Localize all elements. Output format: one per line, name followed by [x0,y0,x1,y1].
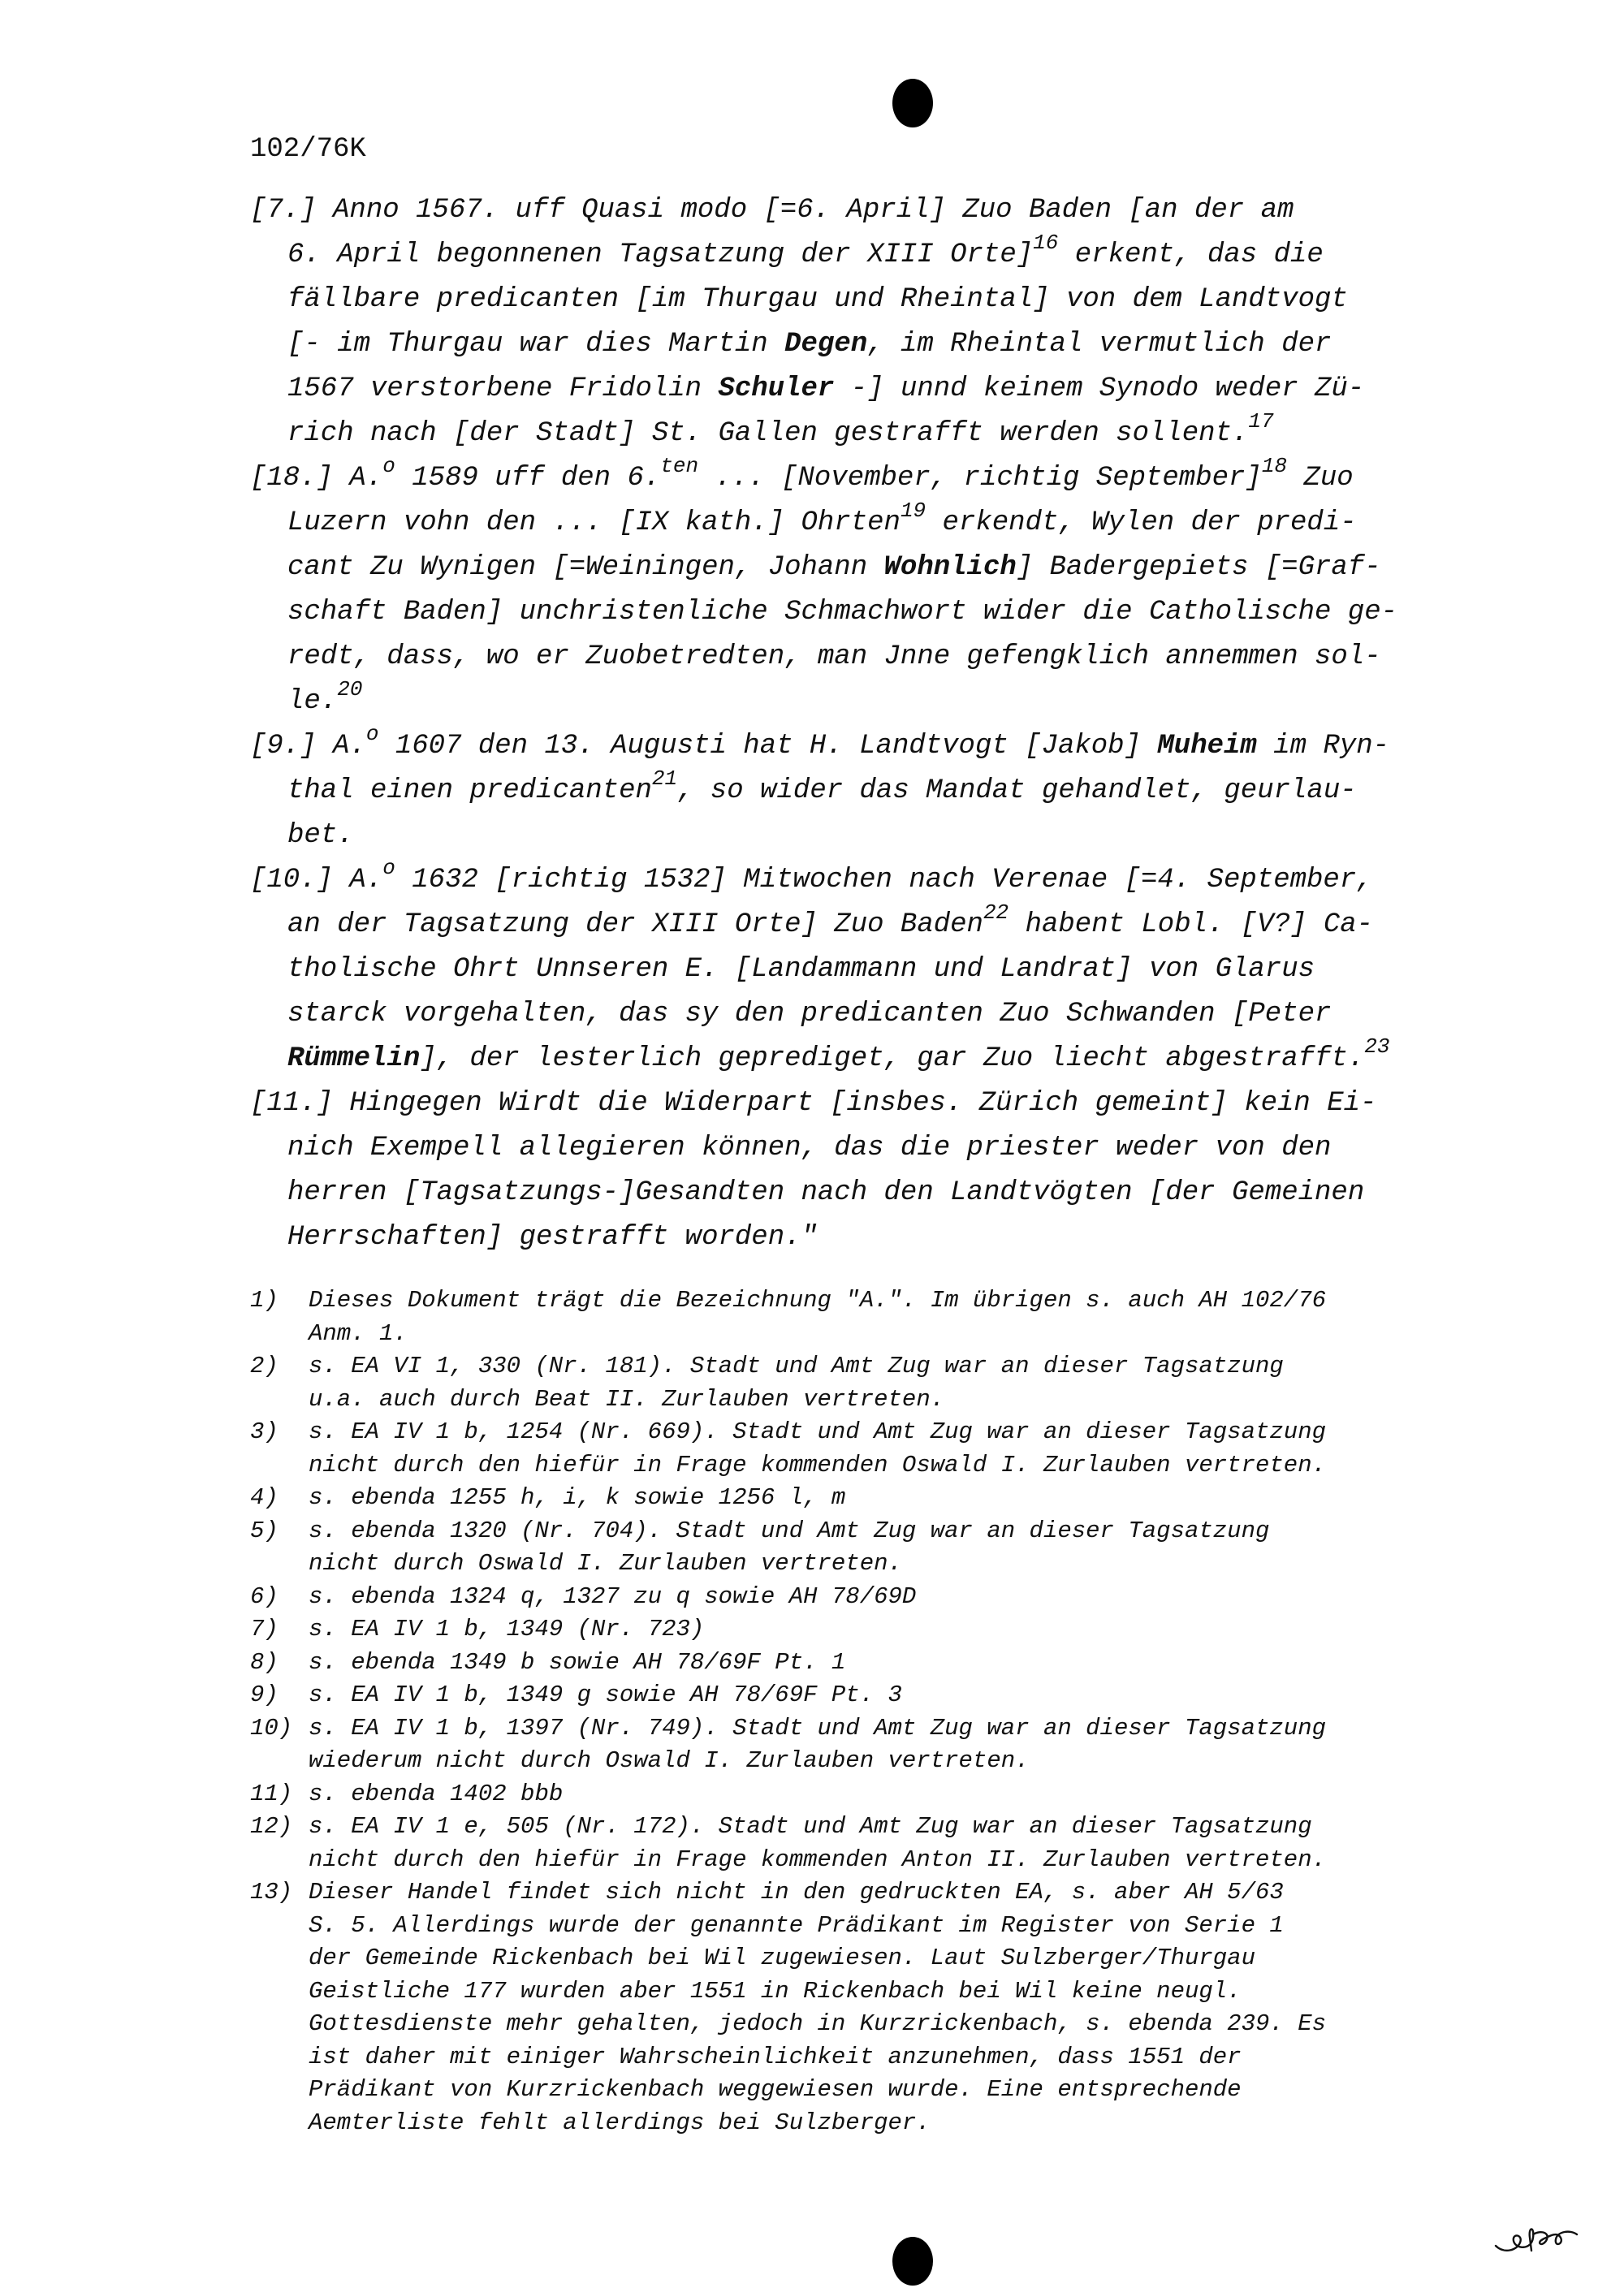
text-line: an der Tagsatzung der XIII Orte] Zuo Baden$^{22}$ habent Lobl. [V?] Ca- [287,900,1374,940]
footnote-line: s. ebenda 1402 bbb [309,1780,564,1807]
footnote-line: s. EA IV 1 b, 1349 (Nr. 723) [309,1616,705,1643]
text-line: redt, dass, wo er Zuobetredten, man Jnne gefengklich annemmen sol- [287,641,1381,672]
footnote-line: s. ebenda 1324 q, 1327 zu q sowie AH 78/69D [309,1582,917,1610]
text-line: fällbare predicanten [im Thurgau und Rheintal] von dem Landtvogt [287,284,1348,315]
footnote-number: 5) [250,1517,279,1544]
text-line: bet. [287,820,354,851]
footnote-line: Dieses Dokument trägt die Bezeichnung "A.". Im übrigen s. auch AH 102/76 [309,1287,1327,1314]
footnote [250,1679,1517,1712]
text-line: Rümmelin], der lesterlich geprediget, gar Zuo liecht abgestrafft.$^{23}$ [287,1034,1390,1074]
text-line: [11.] Hingegen Wirdt die Widerpart [insbes. Zürich gemeint] kein Ei- [250,1088,1377,1119]
text-line: le.$^{20}$ [287,677,363,717]
text-line: thal einen predicanten$^{21}$, so wider das Mandat gehandlet, geurlau- [287,766,1357,806]
footnote [250,1284,1517,1350]
footnote-number: 7) [250,1616,279,1643]
footnote-text [309,1679,1517,1712]
footnote-text [309,1284,1517,1350]
footnote-line: s. EA IV 1 b, 1349 g sowie AH 78/69F Pt. 3 [309,1681,902,1708]
footnote-line: u.a. auch durch Beat II. Zurlauben vertreten. [309,1385,945,1413]
main-text [250,188,1484,1260]
footnote-line: s. EA IV 1 b, 1254 (Nr. 669). Stadt und Amt Zug war an dieser Tagsatzung [309,1418,1327,1445]
footnote-text [309,1416,1517,1482]
footnote-text [309,1613,1517,1647]
text-line: Luzern vohn den ... [IX kath.] Ohrten$^{19}$ erkendt, Wylen der predi- [287,499,1357,538]
footnote-line: Geistliche 177 wurden aber 1551 in Rickenbach bei Wil keine neugl. [309,1977,1242,2005]
footnote-text [309,1482,1517,1515]
footnote [250,1581,1517,1614]
footnote-ref: 23 [1364,1034,1390,1059]
footnote-line: nicht durch den hiefür in Frage kommenden Anton II. Zurlauben vertreten. [309,1846,1327,1873]
footnote-number: 6) [250,1582,279,1610]
footnote-line: s. ebenda 1255 h, i, k sowie 1256 l, m [309,1484,846,1511]
footnote-number: 9) [250,1681,279,1708]
text-line: rich nach [der Stadt] St. Gallen gestrafft werden sollent.$^{17}$ [287,409,1274,449]
footnote-number: 8) [250,1648,279,1676]
person-name: Schuler [718,373,835,404]
text-line: starck vorgehalten, das sy den predicanten Zuo Schwanden [Peter [287,999,1332,1030]
text-line: nich Exempell allegieren können, das die priester weder von den [287,1133,1332,1163]
person-name: Rümmelin [287,1043,421,1074]
footnote-line: S. 5. Allerdings wurde der genannte Prädikant im Register von Serie 1 [309,1911,1284,1939]
footnote-number: 3) [250,1418,279,1445]
footnote-number: 11) [250,1780,293,1807]
footnote-number: 12) [250,1813,293,1840]
text-line: [9.] A.$^o$ 1607 den 13. Augusti hat H. Landtvogt [Jakob] Muheim im Ryn- [250,722,1390,762]
footnote-line: Dieser Handel findet sich nicht in den gedruckten EA, s. aber AH 5/63 [309,1879,1284,1906]
footnote-number: 13) [250,1879,293,1906]
punch-hole-top [892,79,933,127]
paragraph-18 [250,456,1484,724]
text-line: 6. April begonnenen Tagsatzung der XIII Orte]$^{16}$ erkent, das die [287,231,1324,270]
footnote-line: der Gemeinde Rickenbach bei Wil zugewiesen. Laut Sulzberger/Thurgau [309,1945,1255,1971]
footnote-text [309,1515,1517,1581]
text-line: [18.] A.$^o$ 1589 uff den 6.$^{ten}$ ... [November, richtig September]$^{18}$ Zuo [250,454,1354,494]
text-line: schaft Baden] unchristenliche Schmachwort wider die Catholische ge- [287,597,1398,628]
footnote-number: 1) [250,1287,279,1314]
text-line: [7.] Anno 1567. uff Quasi modo [=6. April] Zuo Baden [an der am [250,195,1294,226]
footnote-number: 4) [250,1484,279,1511]
footnote-line: s. ebenda 1349 b sowie AH 78/69F Pt. 1 [309,1648,846,1676]
footnote [250,1350,1517,1416]
footnote-line: s. EA IV 1 b, 1397 (Nr. 749). Stadt und Amt Zug war an dieser Tagsatzung [309,1714,1327,1742]
footnote [250,1515,1517,1581]
footnote-line: Prädikant von Kurzrickenbach weggewiesen wurde. Eine entsprechende [309,2076,1242,2103]
punch-hole-bottom [892,2237,933,2286]
person-name: Muheim [1157,731,1257,762]
footnote-ref: 17 [1248,409,1274,434]
footnote-ref: 22 [983,900,1009,925]
footnote [250,1613,1517,1647]
footnote-ref: 18 [1261,454,1288,478]
footnote-text [309,1876,1517,2139]
footnote-number: 10) [250,1714,293,1742]
footnote-line: Anm. 1. [309,1319,408,1347]
footnote-text [309,1350,1517,1416]
footnote-line: nicht durch Oswald I. Zurlauben vertreten. [309,1550,902,1577]
footnote-line: s. ebenda 1320 (Nr. 704). Stadt und Amt Zug war an dieser Tagsatzung [309,1517,1270,1544]
footnote [250,1811,1517,1876]
person-name: Wohnlich [883,552,1017,583]
text-line: Herrschaften] gestrafft worden." [287,1222,818,1253]
footnote [250,1876,1517,2139]
paragraph-11 [250,1081,1484,1260]
paragraph-10 [250,858,1484,1081]
footnote-text [309,1712,1517,1778]
footnote-line: s. EA VI 1, 330 (Nr. 181). Stadt und Amt Zug war an dieser Tagsatzung [309,1353,1284,1379]
paragraph-9 [250,724,1484,858]
footnote [250,1416,1517,1482]
footnote-text [309,1581,1517,1614]
footnote-ref: 21 [651,766,678,791]
footnote-text [309,1811,1517,1876]
footnote [250,1647,1517,1680]
footnote-line: nicht durch den hiefür in Frage kommenden Oswald I. Zurlauben vertreten. [309,1451,1327,1479]
text-line: tholische Ohrt Unnseren E. [Landammann und Landrat] von Glarus [287,954,1315,985]
handwritten-initials [1492,2218,1582,2259]
text-line: 1567 verstorbene Fridolin Schuler -] unnd keinem Synodo weder Zü- [287,373,1365,404]
person-name: Degen [784,329,868,360]
footnote-line: Aemterliste fehlt allerdings bei Sulzberger. [309,2109,931,2136]
page-id: 102/76K [250,134,366,165]
footnote-line: ist daher mit einiger Wahrscheinlichkeit anzunehmen, dass 1551 der [309,2043,1242,2070]
footnote-ref: 16 [1033,231,1059,255]
footnote-ref: 19 [900,499,926,523]
footnote-text [309,1778,1517,1811]
footnote-line: s. EA IV 1 e, 505 (Nr. 172). Stadt und Amt Zug war an dieser Tagsatzung [309,1813,1312,1840]
footnote [250,1712,1517,1778]
footnote-number: 2) [250,1353,279,1379]
footnote-line: Gottesdienste mehr gehalten, jedoch in Kurzrickenbach, s. ebenda 239. Es [309,2010,1327,2037]
footnote-ref: 20 [337,677,363,702]
footnotes [250,1284,1517,2139]
text-line: [- im Thurgau war dies Martin Degen, im Rheintal vermutlich der [287,329,1332,360]
footnote-line: wiederum nicht durch Oswald I. Zurlauben vertreten. [309,1747,1030,1774]
text-line: herren [Tagsatzungs-]Gesandten nach den Landtvögten [der Gemeinen [287,1177,1365,1208]
paragraph-7 [250,188,1484,456]
footnote-text [309,1647,1517,1680]
text-line: [10.] A.$^o$ 1632 [richtig 1532] Mitwochen nach Verenae [=4. September, [250,856,1373,896]
footnote [250,1778,1517,1811]
text-line: cant Zu Wynigen [=Weiningen, Johann Wohnlich] Badergepiets [=Graf- [287,552,1381,583]
footnote [250,1482,1517,1515]
